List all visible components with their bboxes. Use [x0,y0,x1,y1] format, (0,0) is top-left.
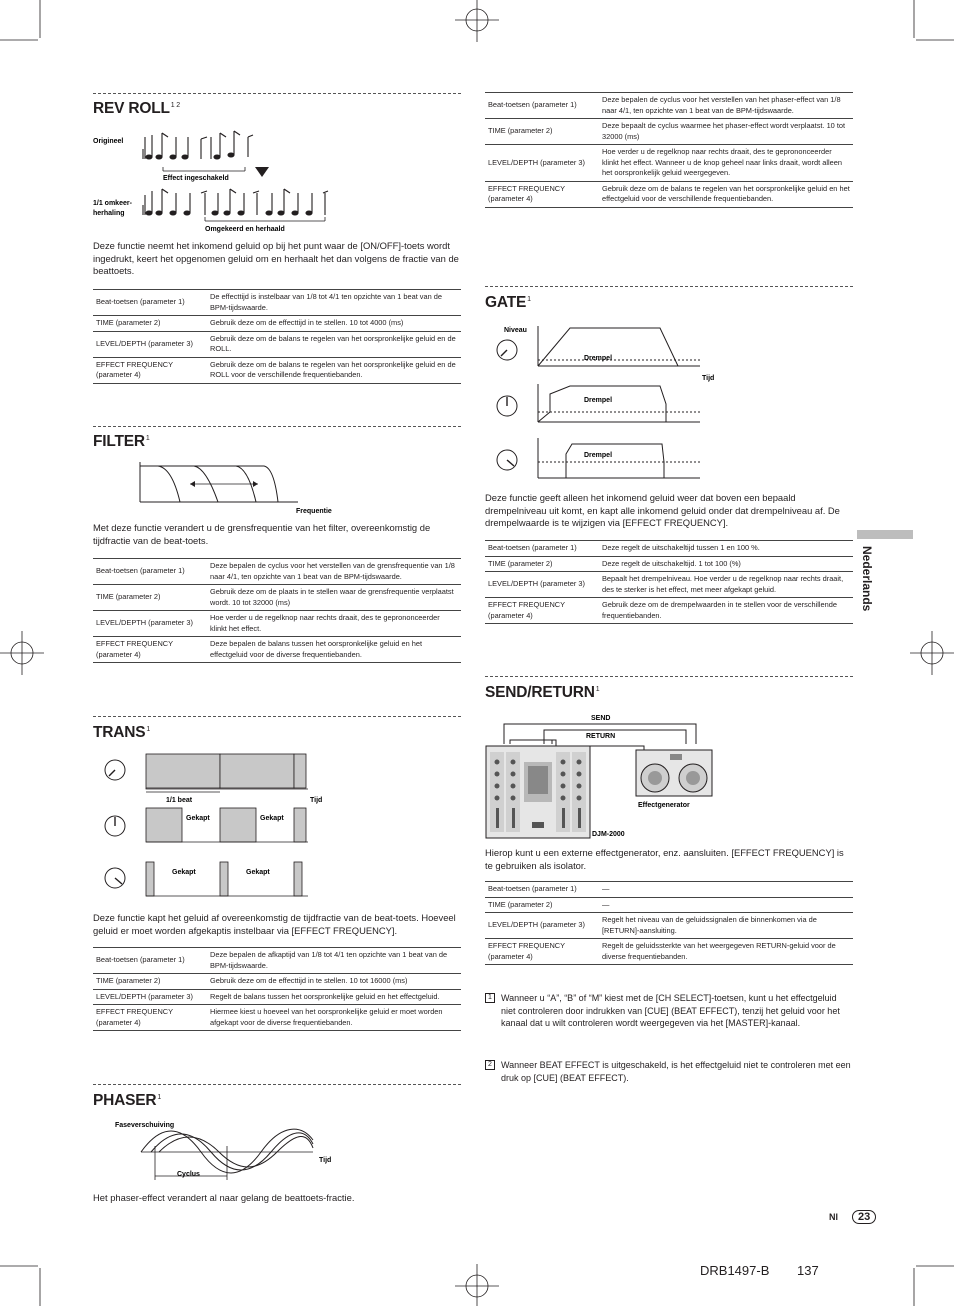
svg-text:Niveau: Niveau [504,327,527,334]
svg-text:Drempel: Drempel [584,355,613,362]
doc-code: DRB1497-B [700,1263,770,1278]
svg-text:Cyclus: Cyclus [177,1171,200,1178]
svg-text:Tijd: Tijd [702,375,715,382]
gate-table: Beat-toetsen (parameter 1) Deze regelt de uitschakeltijd tussen 1 en 100 %. TIME (parameter 2) Deze regelt de uitschakeltijd. 1 tot 100 (%) LEVEL/DEPTH (parameter 3) Bepaalt het drempelniveau. Hoe verder u de regelknop naar rechts draait, des te sterker is het effect, met meer afgekapt geluid. EFFECT FREQUENCY (parameter 4) Gebruik deze om de drempelwaarden in te stellen voor de verschillende frequentiebanden. [485,540,853,624]
svg-text:Drempel: Drempel [584,397,613,404]
footnote-1: 1 Wanneer u “A”, “B” of “M” kiest met de [CH SELECT]-toetsen, kunt u het effectgeluid niet controleren door indrukken van [CUE] (BEAT EFFECT), tenzij het geluid voor het kanaal dat u wilt controleren wordt weergegeven via het [MASTER]-kanaal. [485,992,853,1030]
sendreturn-diagram [484,710,714,844]
svg-text:Gekapt: Gekapt [246,869,270,876]
phaser-body: Het phaser-effect verandert al naar gelang de beattoets-fractie. [93,1192,355,1203]
svg-text:Tijd: Tijd [319,1157,332,1164]
phaser-title: PHASER$^1$ [93,1092,162,1109]
effect-on-label: Effect ingeschakeld [163,175,229,182]
svg-text:1/1 omkeer-: 1/1 omkeer- [93,200,132,207]
phaser-diagram [115,1118,345,1184]
sendreturn-body: Hierop kunt u een externe effectgenerator, enz. aansluiten. [EFFECT FREQUENCY] is te gebruiken als isolator. [485,847,844,871]
filter-title: FILTER$^1$ [93,433,150,450]
svg-text:Omgekeerd en herhaald: Omgekeerd en herhaald [205,226,285,233]
doc-number: 137 [797,1263,819,1278]
svg-text:Drempel: Drempel [584,452,613,459]
svg-text:Gekapt: Gekapt [186,815,210,822]
svg-text:Gekapt: Gekapt [172,869,196,876]
trans-body: Deze functie kapt het geluid af overeenkomstig de tijdfractie van de beat-toets. Hoeveel geluid er moet worden afgekaptis instelbaar via [EFFECT FREQUENCY]. [93,912,456,936]
gate-body: Deze functie geeft alleen het inkomend geluid weer dat boven een bepaald drempelniveau uit komt, en kapt alle inkomend geluid onder dat drempelniveau af. De drempelwaarde is te wijzigen via [EFFECT FREQUENCY]. [485,492,840,529]
filter-body: Met deze functie verandert u de grensfrequentie van het filter, overeenkomstig de tijdfractie van de beat-toets. [93,522,431,546]
sendreturn-table: Beat-toetsen (parameter 1) — TIME (parameter 2) — LEVEL/DEPTH (parameter 3) Regelt het niveau van de geluidssignalen die binnenkomen via de [RETURN]-aansluiting. EFFECT FREQUENCY (parameter 4) Regelt de geluidssterkte van het weergegeven RETURN-geluid voor de diverse frequentiebanden. [485,881,853,965]
side-tab [857,530,913,539]
trans-table: Beat-toetsen (parameter 1) Deze bepalen de afkaptijd van 1/8 tot 4/1 ten opzichte van 1 beat van de BPM-tijdswaarde. TIME (parameter 2) Gebruik deze om de effecttijd in te stellen. 10 tot 16000 (ms) LEVEL/DEPTH (parameter 3) Regelt de balans tussen het oorspronkelijke geluid en het effectgeluid. EFFECT FREQUENCY (parameter 4) Hiermee kiest u hoeveel van het oorspronkelijke geluid er moet worden afgekapt voor de diverse frequentiebanden. [93,947,461,1031]
svg-text:SEND: SEND [591,715,611,722]
svg-text:Frequentie: Frequentie [296,508,332,515]
page-number: 23 [852,1210,876,1224]
sendreturn-title: SEND/RETURN$^1$ [485,684,600,701]
trans-title: TRANS$^1$ [93,724,151,741]
revroll-table: Beat-toetsen (parameter 1) De effecttijd is instelbaar van 1/8 tot 4/1 ten opzichte van 1 beat van de BPM-tijdswaarde. TIME (parameter 2) Gebruik deze om de effecttijd in te stellen. 10 tot 4000 (ms) LEVEL/DEPTH (parameter 3) Gebruik deze om de balans te regelen van het oorspronkelijke geluid en de ROLL. EFFECT FREQUENCY (parameter 4) Gebruik deze om de balans te regelen van het oorspronkelijke geluid en de ROLL voor de verschillende frequentiebanden. [93,289,461,384]
origineel-label: Origineel [93,138,124,145]
svg-text:Faseverschuiving: Faseverschuiving [115,1122,175,1129]
gate-title: GATE$^1$ [485,294,531,311]
svg-text:herhaling: herhaling [93,210,125,217]
svg-text:Gekapt: Gekapt [260,815,284,822]
svg-text:DJM-2000: DJM-2000 [592,831,625,838]
filter-diagram [138,462,338,518]
filter-table: Beat-toetsen (parameter 1) Deze bepalen de cyclus voor het verstellen van de grensfrequentie van 1/8 naar 4/1, ten opzichte van 1 beat van de BPM-tijdswaarde. TIME (parameter 2) Gebruik deze om de plaats in te stellen waar de grensfrequentie verplaatst wordt. 10 tot 32000 (ms) LEVEL/DEPTH (parameter 3) Hoe verder u de regelknop naar rechts draait, des te geprononceerder klinkt het effect. EFFECT FREQUENCY (parameter 4) Deze bepalen de balans tussen het oorspronkelijke geluid en het effectgeluid voor de diverse frequentiebanden. [93,558,461,663]
revroll-diagram [93,127,353,237]
trans-diagram [98,750,338,902]
revroll-title: REV $ROLL^{1 2}$ [93,100,180,117]
svg-text:Tijd: Tijd [310,797,323,804]
svg-text:RETURN: RETURN [586,733,616,740]
svg-text:1/1 beat: 1/1 beat [166,797,193,804]
side-label: Nederlands [860,546,874,612]
footnote-2: 2 Wanneer BEAT EFFECT is uitgeschakeld, is het effectgeluid niet te controleren met een druk op [CUE] (BEAT EFFECT). [485,1059,853,1084]
phaser-table: Beat-toetsen (parameter 1) Deze bepalen de cyclus voor het verstellen van het phaser-effect van 1/8 naar 4/1, ten opzichte van 1 beat van de BPM-tijdswaarde. TIME (parameter 2) Deze bepaalt de cyclus waarmee het phaser-effect wordt verplaatst. 10 tot 32000 (ms) LEVEL/DEPTH (parameter 3) Hoe verder u de regelknop naar rechts draait, des te geprononceerder klinkt het effect. Wanneer u de knop geheel naar links draait, wordt alleen het oorspronkelijk geluid weergegeven. EFFECT FREQUENCY (parameter 4) Gebruik deze om de balans te regelen van het oorspronkelijke geluid en het effectgeluid voor de verschillende frequentiebanden. [485,92,853,208]
svg-text:Effectgenerator: Effectgenerator [638,802,690,809]
revroll-body: Deze functie neemt het inkomend geluid op bij het punt waar de [ON/OFF]-toets wordt ingedrukt, keert het opgenomen geluid om en herhaalt het dan volgens de fractie van de beattoets. [93,240,459,277]
gate-diagram [490,322,730,484]
footer-lang: Nl [829,1212,838,1222]
